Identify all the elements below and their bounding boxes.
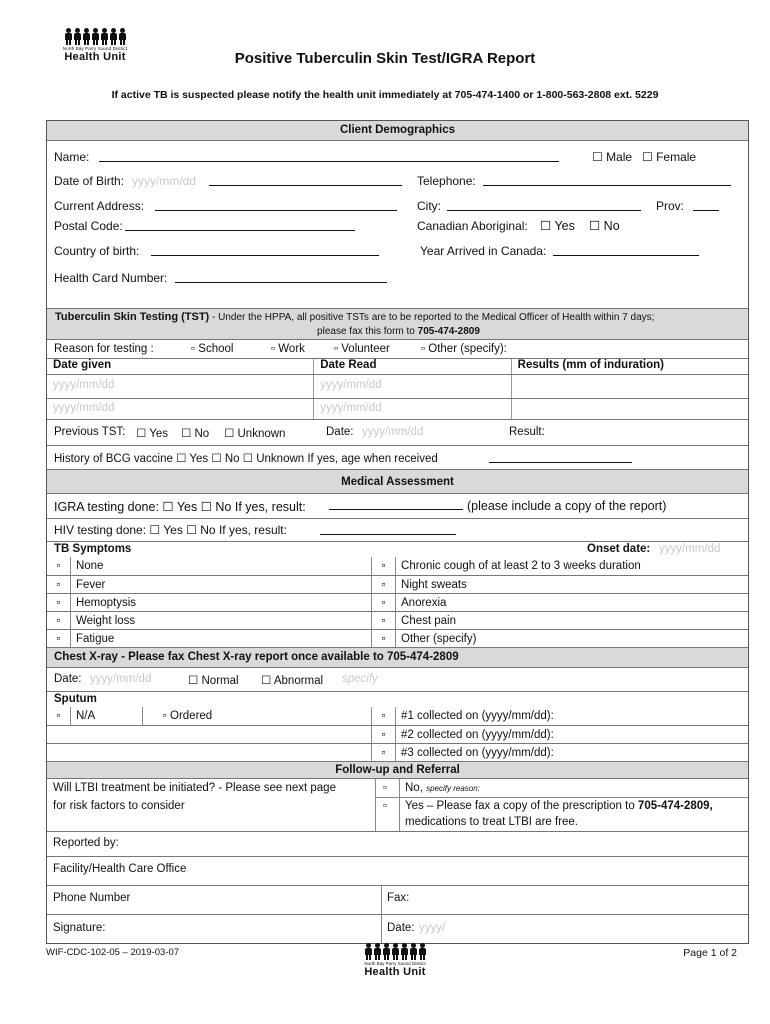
col-date-given: Date given — [53, 359, 112, 371]
reason-row — [47, 339, 748, 358]
demographics-header: Client Demographics — [47, 121, 748, 140]
tst-header — [47, 308, 748, 339]
reported-by-label: Reported by: — [53, 837, 119, 849]
sputum-row — [47, 743, 748, 761]
facility-row[interactable] — [47, 856, 748, 885]
dob-placeholder[interactable]: yyyy/mm/dd — [132, 174, 197, 188]
xray-header — [47, 647, 748, 667]
ltbi-yes-fax: 705-474-2809, — [637, 800, 713, 812]
notice-text: If active TB is suspected please notify the health unit immediately at 705-474-1400 or 1-800-563-2808 ext. 5229 — [111, 89, 659, 101]
symptom-left-label: Fatigue — [70, 630, 371, 648]
symptom-row — [47, 557, 748, 575]
ltbi-yes-checkbox[interactable]: ▫ — [383, 800, 388, 812]
symptoms-header-row — [47, 541, 748, 557]
postal-field[interactable] — [125, 220, 355, 231]
bcg-text[interactable]: History of BCG vaccine ☐ Yes ☐ No ☐ Unknown If yes, age when received — [54, 453, 438, 465]
health-card-label: Health Card Number: — [54, 271, 168, 285]
year-arrived-label: Year Arrived in Canada: — [420, 244, 547, 258]
ltbi-question-line2: for risk factors to consider — [53, 800, 185, 812]
xray-date-placeholder[interactable]: yyyy/mm/dd — [90, 673, 152, 685]
footer-logo-name: Health Unit — [364, 966, 426, 978]
reported-by-row[interactable] — [47, 831, 748, 856]
aboriginal-label: Canadian Aboriginal: — [417, 219, 528, 233]
symptom-row — [47, 593, 748, 611]
logo-subtitle: North Bay Parry Sound District — [62, 46, 128, 51]
symptom-left-label: Fever — [70, 576, 371, 594]
col-results: Results (mm of induration) — [511, 359, 748, 374]
sputum-collection-checkbox[interactable]: ▫ — [371, 707, 395, 725]
prev-date-label: Date: — [326, 426, 354, 438]
sputum-row — [47, 707, 748, 725]
ltbi-no-label: No, — [405, 782, 423, 794]
male-checkbox[interactable]: ☐ Male — [592, 150, 633, 164]
tst-row-1 — [47, 374, 748, 398]
ltbi-no-note: specify reason: — [426, 784, 480, 793]
hiv-row — [47, 518, 748, 541]
symptom-row — [47, 611, 748, 629]
xray-header-text: Chest X-ray - Please fax Chest X-ray report once available to 705-474-2809 — [54, 651, 459, 663]
dob-label: Date of Birth: — [54, 174, 125, 188]
symptom-left-checkbox[interactable]: ▫ — [56, 615, 61, 627]
city-label: City: — [417, 199, 441, 213]
country-label: Country of birth: — [54, 244, 140, 258]
tst-fax-label: please fax this form to — [317, 326, 418, 337]
symptom-right-label: Night sweats — [395, 576, 748, 594]
aboriginal-no-checkbox[interactable]: ☐ No — [589, 219, 620, 233]
symptom-left-label: Weight loss — [70, 612, 371, 630]
dob-field[interactable] — [209, 175, 402, 186]
reason-work-checkbox[interactable]: ▫ Work — [271, 343, 305, 355]
fax-label[interactable]: Fax: — [387, 892, 410, 904]
date-given-2[interactable]: yyyy/mm/dd — [53, 402, 115, 414]
city-field[interactable] — [447, 200, 641, 211]
xray-row — [47, 667, 748, 691]
date-read-1[interactable]: yyyy/mm/dd — [313, 375, 510, 398]
female-checkbox[interactable]: ☐ Female — [642, 150, 697, 164]
symptom-row — [47, 629, 748, 647]
sputum-empty-cell — [47, 744, 371, 762]
sputum-collection-checkbox[interactable]: ▫ — [371, 744, 395, 762]
symptom-right-checkbox[interactable]: ▫ — [371, 594, 395, 612]
symptom-left-label: Hemoptysis — [70, 594, 371, 612]
people-icon — [55, 28, 135, 44]
prov-field[interactable] — [693, 200, 719, 211]
symptom-left-checkbox[interactable]: ▫ — [56, 560, 61, 572]
previous-tst-row — [47, 419, 748, 445]
prev-result-label: Result: — [509, 426, 545, 438]
ltbi-row — [47, 778, 748, 831]
telephone-field[interactable] — [483, 175, 731, 186]
igra-text[interactable]: IGRA testing done: ☐ Yes ☐ No If yes, result: — [54, 500, 306, 514]
xray-specify-placeholder[interactable]: specify — [342, 673, 378, 685]
prov-label: Prov: — [656, 199, 685, 213]
signature-row — [47, 914, 748, 943]
igra-row — [47, 493, 748, 518]
symptom-row — [47, 575, 748, 593]
symptom-left-checkbox[interactable]: ▫ — [56, 633, 61, 645]
sputum-header-row — [47, 691, 748, 707]
symptom-left-checkbox[interactable]: ▫ — [56, 597, 61, 609]
followup-header: Follow-up and Referral — [47, 761, 748, 778]
symptom-right-label: Other (specify) — [395, 630, 748, 648]
year-arrived-field[interactable] — [553, 245, 699, 256]
tst-columns — [47, 358, 748, 374]
hiv-result-field[interactable] — [320, 524, 456, 535]
symptom-left-label: None — [70, 557, 371, 575]
bcg-age-field[interactable] — [489, 452, 632, 463]
sputum-na-label: N/A — [70, 707, 142, 725]
result-2[interactable] — [511, 399, 748, 419]
symptom-right-label: Chest pain — [395, 612, 748, 630]
symptom-left-checkbox[interactable]: ▫ — [56, 579, 61, 591]
sputum-na-checkbox[interactable]: ▫ — [56, 710, 61, 722]
symptom-right-checkbox[interactable]: ▫ — [371, 612, 395, 630]
hiv-text[interactable]: HIV testing done: ☐ Yes ☐ No If yes, result: — [54, 523, 287, 537]
date-given-1[interactable]: yyyy/mm/dd — [53, 379, 115, 391]
tst-title: Tuberculin Skin Testing (TST) — [55, 311, 210, 323]
xray-date-label: Date: — [54, 673, 82, 685]
postal-label: Postal Code: — [54, 219, 123, 233]
page-title: Positive Tuberculin Skin Test/IGRA Report — [234, 50, 536, 67]
signature-label[interactable]: Signature: — [53, 922, 106, 934]
symptom-right-label: Anorexia — [395, 594, 748, 612]
bcg-row — [47, 445, 748, 469]
signature-date-placeholder[interactable]: yyyy/ — [419, 922, 446, 934]
onset-label: Onset date: — [587, 543, 651, 555]
ltbi-yes-note: medications to treat LTBI are free. — [405, 816, 579, 828]
name-field[interactable] — [99, 151, 559, 162]
aboriginal-yes-checkbox[interactable]: ☐ Yes — [540, 219, 575, 233]
sputum-label: Sputum — [54, 693, 97, 705]
col-date-read: Date Read — [313, 359, 510, 374]
xray-normal-checkbox[interactable]: ☐ Normal — [188, 675, 239, 687]
tst-fax-number: 705-474-2809 — [417, 326, 480, 337]
reason-school-checkbox[interactable]: ▫ School — [191, 343, 234, 355]
page-number: Page 1 of 2 — [683, 947, 737, 959]
prev-tst-label: Previous TST: — [54, 426, 126, 438]
sputum-collection-checkbox[interactable]: ▫ — [371, 726, 395, 744]
symptom-right-checkbox[interactable]: ▫ — [371, 630, 395, 648]
name-label: Name: — [54, 150, 90, 164]
symptom-right-label: Chronic cough of at least 2 to 3 weeks duration — [395, 557, 748, 575]
footer-logo-subtitle: North Bay Parry Sound District — [364, 961, 426, 966]
reason-label: Reason for testing : — [54, 343, 154, 355]
sputum-empty-cell — [47, 726, 371, 744]
prev-no-checkbox[interactable]: ☐ No — [181, 428, 210, 440]
report-form — [46, 120, 749, 944]
ltbi-question-line1: Will LTBI treatment be initiated? - Please see next page — [53, 782, 336, 794]
date-read-2[interactable]: yyyy/mm/dd — [313, 399, 510, 419]
sputum-collection-label: #1 collected on (yyyy/mm/dd): — [395, 707, 748, 725]
facility-label: Facility/Health Care Office — [53, 863, 187, 875]
logo-name: Health Unit — [64, 51, 126, 63]
sputum-row — [47, 725, 748, 743]
result-1[interactable] — [511, 375, 748, 398]
xray-abnormal-checkbox[interactable]: ☐ Abnormal — [261, 675, 324, 687]
onset-placeholder[interactable]: yyyy/mm/dd — [659, 543, 721, 555]
sputum-ordered-checkbox[interactable]: ▫ Ordered — [142, 707, 371, 725]
tst-note: - Under the HPPA, all positive TSTs are to be reported to the Medical Officer of Health within 7 days; — [209, 312, 655, 323]
tst-row-2 — [47, 398, 748, 419]
form-id: WIF-CDC-102-05 – 2019-03-07 — [46, 947, 180, 958]
sputum-collection-label: #3 collected on (yyyy/mm/dd): — [395, 744, 748, 762]
prev-date-placeholder[interactable]: yyyy/mm/dd — [362, 426, 424, 438]
phone-label[interactable]: Phone Number — [53, 892, 131, 904]
health-card-field[interactable] — [175, 272, 387, 283]
symptom-right-checkbox[interactable]: ▫ — [371, 557, 395, 575]
country-field[interactable] — [151, 245, 379, 256]
ltbi-no-checkbox[interactable]: ▫ — [383, 782, 388, 794]
prev-yes-checkbox[interactable]: ☐ Yes — [136, 428, 169, 440]
medical-header: Medical Assessment — [47, 469, 748, 493]
prev-unknown-checkbox[interactable]: ☐ Unknown — [224, 428, 286, 440]
symptoms-label: TB Symptoms — [54, 543, 132, 555]
demographics-section — [47, 140, 748, 308]
ltbi-yes-label: Yes – Please fax a copy of the prescription to — [405, 800, 638, 812]
symptom-right-checkbox[interactable]: ▫ — [371, 576, 395, 594]
address-label: Current Address: — [54, 199, 145, 213]
phone-fax-row — [47, 885, 748, 914]
people-icon — [355, 943, 435, 959]
igra-note: (please include a copy of the report) — [467, 499, 667, 513]
reason-volunteer-checkbox[interactable]: ▫ Volunteer — [334, 343, 390, 355]
telephone-label: Telephone: — [417, 174, 476, 188]
signature-date-label: Date: — [387, 922, 415, 934]
sputum-collection-label: #2 collected on (yyyy/mm/dd): — [395, 726, 748, 744]
igra-result-field[interactable] — [329, 499, 463, 510]
footer-logo — [355, 943, 435, 978]
reason-other-checkbox[interactable]: ▫ Other (specify): — [421, 343, 507, 355]
address-field[interactable] — [155, 200, 397, 211]
